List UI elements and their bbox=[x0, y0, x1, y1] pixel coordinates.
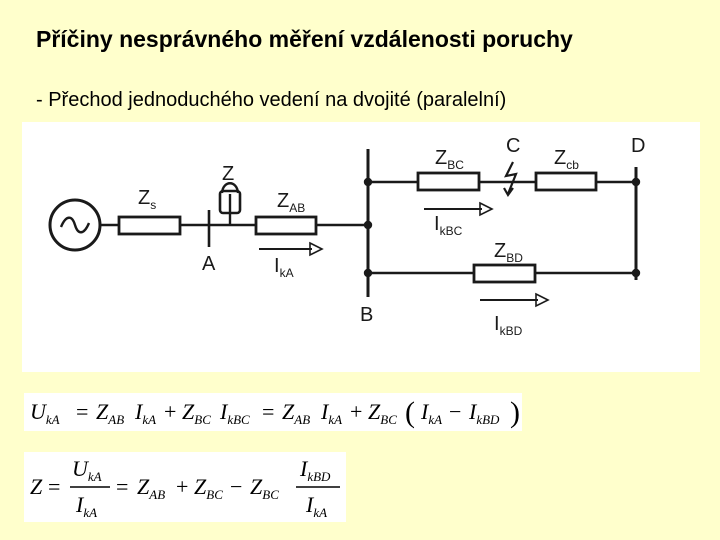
svg-text:=: = bbox=[76, 399, 89, 424]
ac-source-symbol bbox=[50, 200, 100, 250]
equation-ukA bbox=[24, 393, 522, 431]
svg-text:IkBD: $I_{kBD}$ bbox=[300, 456, 331, 484]
svg-text:−: − bbox=[449, 399, 462, 424]
svg-text:=: = bbox=[48, 474, 61, 499]
svg-text:UkA: $U_{kA}$ bbox=[30, 399, 60, 427]
label-a: A bbox=[202, 253, 216, 275]
svg-text:): ) bbox=[510, 396, 520, 429]
svg-text:ZAB: $Z_{AB}$ bbox=[137, 474, 166, 502]
svg-text:(: ( bbox=[405, 396, 415, 429]
label-zbd: $Z_{BD}$ bbox=[494, 240, 523, 265]
slide-title: Příčiny nesprávného měření vzdálenosti poruchy bbox=[36, 26, 573, 52]
label-zbc: $Z_{BC}$ bbox=[435, 147, 464, 172]
fault-symbol bbox=[504, 162, 516, 195]
svg-text:IkA: $I_{kA}$ bbox=[321, 399, 343, 427]
label-z: Z bbox=[222, 163, 235, 185]
svg-text:ZBC: $Z_{BC}$ bbox=[368, 399, 397, 427]
svg-text:=: = bbox=[262, 399, 275, 424]
label-ikbc: $I_{kBC}$ bbox=[434, 213, 463, 238]
svg-text:IkA: $I_{kA}$ bbox=[306, 492, 328, 520]
label-d: D bbox=[631, 135, 646, 157]
svg-text:−: − bbox=[230, 474, 243, 499]
circuit-diagram bbox=[22, 122, 700, 372]
svg-text:ZBC: $Z_{BC}$ bbox=[182, 399, 211, 427]
svg-text:ZAB: $Z_{AB}$ bbox=[96, 399, 125, 427]
svg-text:IkA: $I_{kA}$ bbox=[421, 399, 443, 427]
svg-text:+: + bbox=[350, 399, 363, 424]
arrow-ika bbox=[259, 243, 322, 255]
label-b: B bbox=[360, 304, 374, 326]
svg-text:IkBC: $I_{kBC}$ bbox=[220, 399, 250, 427]
label-ikbd: $I_{kBD}$ bbox=[494, 313, 523, 338]
svg-text:IkA: $I_{kA}$ bbox=[135, 399, 157, 427]
svg-text:ZBC: $Z_{BC}$ bbox=[250, 474, 279, 502]
arrow-ikbd bbox=[480, 294, 548, 306]
svg-text:IkA: $I_{kA}$ bbox=[76, 492, 98, 520]
svg-text:UkA: $U_{kA}$ bbox=[72, 456, 102, 484]
impedance-zbd bbox=[474, 265, 535, 282]
label-ika: $I_{kA}$ bbox=[274, 255, 294, 280]
svg-text:ZAB: $Z_{AB}$ bbox=[282, 399, 311, 427]
label-zs: $Z_s$ bbox=[138, 187, 157, 212]
equation-z bbox=[24, 452, 346, 522]
label-zcd: $Z_{cb}$ bbox=[554, 147, 579, 172]
svg-text:Z: Z bbox=[30, 474, 43, 499]
label-c: C bbox=[506, 135, 521, 157]
svg-text:IkBD: $I_{kBD}$ bbox=[469, 399, 500, 427]
impedance-zs bbox=[119, 217, 180, 234]
label-zab: $Z_{AB}$ bbox=[277, 190, 306, 215]
bullet-text: - Přechod jednoduchého vedení na dvojité (paralelní) bbox=[36, 89, 507, 111]
svg-text:=: = bbox=[116, 474, 129, 499]
svg-text:+: + bbox=[164, 399, 177, 424]
impedance-zbc bbox=[418, 173, 479, 190]
svg-text:ZBC: $Z_{BC}$ bbox=[194, 474, 223, 502]
impedance-zab bbox=[256, 217, 316, 234]
impedance-zcd bbox=[536, 173, 596, 190]
svg-text:+: + bbox=[176, 474, 189, 499]
